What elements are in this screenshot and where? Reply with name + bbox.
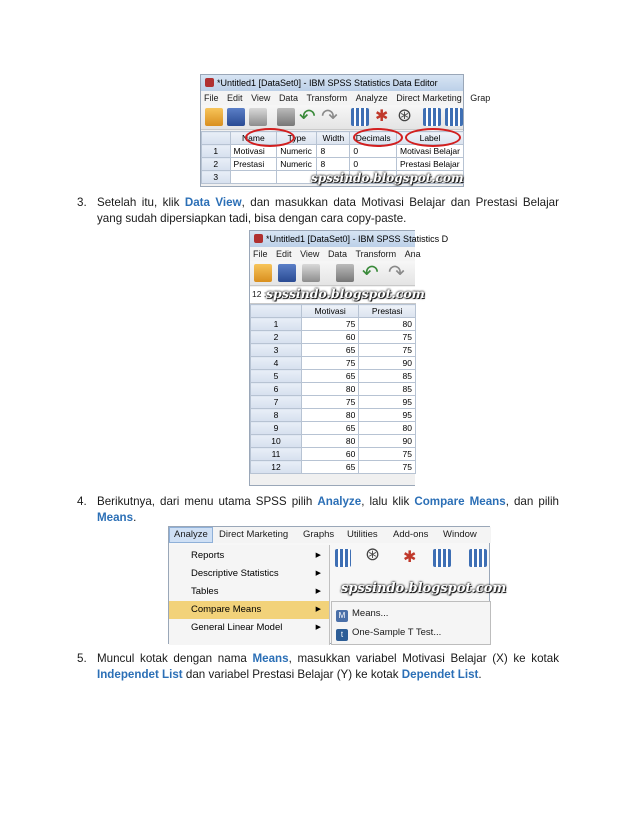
cell-motivasi[interactable]: 80 [302, 409, 359, 422]
cell-motivasi[interactable]: 65 [302, 422, 359, 435]
menu-bar [201, 91, 491, 105]
t-test-icon: t [336, 629, 348, 641]
toolbar [250, 261, 415, 286]
spss-app-icon [254, 234, 263, 243]
table-row [251, 331, 416, 344]
cell-motivasi[interactable]: 65 [302, 344, 359, 357]
col-header-motivasi[interactable]: Motivasi [302, 305, 359, 318]
menu-item-tables[interactable]: Tables ▶ [169, 583, 329, 601]
step-3 [77, 195, 559, 229]
cell-motivasi[interactable]: 80 [302, 435, 359, 448]
window-title-bar [201, 75, 463, 91]
means-highlight: Means [97, 511, 134, 524]
step-5 [77, 651, 559, 685]
menu-item-one-sample-t-test[interactable]: t One-Sample T Test... [336, 624, 441, 642]
menu-item-compare-means[interactable]: Compare Means ▶ [169, 601, 329, 619]
col-header-label[interactable]: Label [397, 132, 464, 145]
row-number[interactable]: 8 [251, 409, 302, 422]
step-number: 5. [77, 652, 87, 665]
analyze-highlight: Analyze [317, 495, 362, 508]
find-icon [365, 547, 383, 565]
cell-reference-bar [250, 286, 425, 304]
menu-view[interactable]: View [251, 93, 271, 103]
data-view-screenshot [249, 230, 449, 486]
cell-motivasi[interactable]: 60 [302, 331, 359, 344]
variable-view-screenshot [200, 74, 491, 187]
row-number[interactable]: 6 [251, 383, 302, 396]
table-row: 2 Prestasi Numeric 8 0 Prestasi Belajar [202, 158, 464, 171]
window-title: *Untitled1 [DataSet0] - IBM SPSS Statistics D [266, 234, 449, 244]
row-number[interactable]: 12 [251, 461, 302, 474]
window-title-bar [250, 231, 449, 247]
table-row [251, 422, 416, 435]
insert-variable-icon[interactable] [373, 108, 391, 126]
col-header-type[interactable]: Type [277, 132, 317, 145]
table-row [251, 318, 416, 331]
print-icon[interactable] [302, 264, 320, 282]
table-row [251, 357, 416, 370]
menu-file[interactable]: File [253, 249, 268, 259]
cell-prestasi[interactable]: 95 [359, 409, 416, 422]
menu-analyze[interactable]: Analyze [355, 93, 388, 103]
table-row [251, 461, 416, 474]
submenu-arrow-icon: ▶ [315, 552, 321, 559]
table-row [251, 409, 416, 422]
toolbar [201, 105, 463, 130]
data-view-highlight: Data View [184, 196, 242, 209]
cell-reference: 12 : [252, 289, 267, 299]
menu-graphs[interactable]: Grap [470, 93, 491, 103]
menu-bar [169, 527, 491, 543]
cell-prestasi[interactable]: 75 [359, 461, 416, 474]
row-number[interactable]: 2 [251, 331, 302, 344]
table-row [251, 435, 416, 448]
compare-means-submenu [331, 601, 491, 645]
dialog-recall-icon[interactable] [277, 108, 295, 126]
col-header-width[interactable]: Width [317, 132, 350, 145]
menu-data[interactable]: Data [327, 249, 347, 259]
table-row [251, 448, 416, 461]
menu-graphs[interactable]: Graphs [303, 529, 335, 540]
annotation-circle-decimals [353, 128, 403, 147]
menu-item-reports[interactable]: Reports ▶ [169, 547, 329, 565]
cell-prestasi[interactable]: 90 [359, 357, 416, 370]
row-number[interactable]: 1 [251, 318, 302, 331]
dependet-list-highlight: Dependet List [401, 668, 479, 681]
cell-prestasi[interactable]: 90 [359, 435, 416, 448]
step-4 [77, 494, 559, 528]
watermark: spssindo.blogspot.com [311, 171, 464, 185]
insert-cases-icon [401, 549, 419, 567]
cell-prestasi[interactable]: 80 [359, 422, 416, 435]
menu-transform[interactable]: Transform [355, 249, 397, 259]
menu-direct-marketing[interactable]: Direct Marketing [396, 93, 462, 103]
menu-utilities[interactable]: Utilities [347, 529, 378, 540]
row-number[interactable]: 9 [251, 422, 302, 435]
submenu-arrow-icon: ▶ [315, 588, 321, 595]
table-row: 3 [202, 171, 464, 184]
table-row [251, 344, 416, 357]
step-number: 4. [77, 495, 87, 508]
cell-motivasi[interactable]: 65 [302, 370, 359, 383]
print-icon[interactable] [249, 108, 267, 126]
submenu-arrow-icon: ▶ [315, 624, 321, 631]
submenu-arrow-icon: ▶ [315, 606, 321, 613]
menu-analyze[interactable]: Ana [404, 249, 421, 259]
col-header-prestasi[interactable]: Prestasi [359, 305, 416, 318]
compare-means-highlight: Compare Means [414, 495, 506, 508]
table-row: 1 Motivasi Numeric 8 0 Motivasi Belajar [202, 145, 464, 158]
weight-cases-icon [469, 549, 487, 567]
step-text: Berikutnya, dari menu utama SPSS pilih Analyze, lalu klik Compare Means, dan pilih Means. [97, 495, 559, 524]
data-table [250, 304, 416, 474]
step-text: Setelah itu, klik Data View, dan masukkan data Motivasi Belajar dan Prestasi Belajar yang sudah dipersiapkan tadi, bisa dengan cara copy-paste. [97, 196, 559, 225]
window-title: *Untitled1 [DataSet0] - IBM SPSS Statistics Data Editor [217, 78, 438, 88]
menu-direct-marketing[interactable]: Direct Marketing [219, 529, 289, 540]
menu-edit[interactable]: Edit [276, 249, 292, 259]
menu-item-means[interactable]: M Means... [336, 605, 388, 623]
dialog-recall-icon[interactable] [336, 264, 354, 282]
save-icon[interactable] [278, 264, 296, 282]
menu-edit[interactable]: Edit [227, 93, 243, 103]
cell-prestasi[interactable]: 75 [359, 448, 416, 461]
cell-motivasi[interactable]: 75 [302, 318, 359, 331]
means-highlight: Means [252, 652, 289, 665]
col-header-name[interactable]: Name [230, 132, 277, 145]
split-file-icon[interactable] [423, 108, 441, 126]
cell-motivasi[interactable]: 60 [302, 448, 359, 461]
cell-motivasi[interactable]: 65 [302, 461, 359, 474]
table-row [251, 370, 416, 383]
save-icon[interactable] [227, 108, 245, 126]
cell-prestasi[interactable]: 80 [359, 318, 416, 331]
split-file-icon [433, 549, 451, 567]
row-number[interactable]: 10 [251, 435, 302, 448]
menu-bar [250, 247, 421, 261]
submenu-arrow-icon: ▶ [315, 570, 321, 577]
table-row [251, 396, 416, 409]
find-icon[interactable] [397, 108, 415, 126]
row-number[interactable]: 11 [251, 448, 302, 461]
undo-icon[interactable] [362, 264, 380, 282]
step-text: Muncul kotak dengan nama Means, masukkan variabel Motivasi Belajar (X) ke kotak Independet List dan variabel Prestasi Belajar (Y) ke kotak Dependet List. [97, 652, 559, 681]
menu-file[interactable]: File [204, 93, 219, 103]
watermark: spssindo.blogspot.com [266, 286, 425, 301]
cell-prestasi[interactable]: 85 [359, 383, 416, 396]
menu-data[interactable]: Data [278, 93, 298, 103]
row-number[interactable]: 5 [251, 370, 302, 383]
cell-prestasi[interactable]: 85 [359, 370, 416, 383]
undo-icon[interactable] [299, 108, 317, 126]
menu-item-descriptive-statistics[interactable]: Descriptive Statistics ▶ [169, 565, 329, 583]
open-folder-icon[interactable] [254, 264, 272, 282]
menu-item-general-linear-model[interactable]: General Linear Model ▶ [169, 619, 329, 637]
cell-motivasi[interactable]: 80 [302, 383, 359, 396]
cell-motivasi[interactable]: 75 [302, 396, 359, 409]
row-number[interactable]: 3 [251, 344, 302, 357]
cell-prestasi[interactable]: 75 [359, 344, 416, 357]
col-header-decimals[interactable]: Decimals [350, 132, 397, 145]
open-folder-icon[interactable] [205, 108, 223, 126]
cell-motivasi[interactable]: 75 [302, 357, 359, 370]
annotation-circle-name [245, 128, 295, 147]
row-number[interactable]: 7 [251, 396, 302, 409]
cell-prestasi[interactable]: 95 [359, 396, 416, 409]
menu-transform[interactable]: Transform [306, 93, 348, 103]
analyze-dropdown [169, 545, 330, 645]
means-icon: M [336, 610, 348, 622]
spss-app-icon [205, 78, 214, 87]
menu-add-ons[interactable]: Add-ons [393, 529, 429, 540]
goto-case-icon[interactable] [351, 108, 369, 126]
table-row [251, 383, 416, 396]
analyze-menu-screenshot [168, 526, 507, 644]
menu-analyze[interactable]: Analyze [169, 527, 213, 543]
data-grid-icon [335, 549, 351, 567]
independet-list-highlight: Independet List [97, 668, 183, 681]
menu-view[interactable]: View [300, 249, 320, 259]
watermark: spssindo.blogspot.com [341, 581, 507, 596]
annotation-circle-label [405, 128, 461, 147]
menu-window[interactable]: Window [443, 529, 477, 540]
redo-icon[interactable] [321, 108, 339, 126]
cell-prestasi[interactable]: 75 [359, 331, 416, 344]
redo-icon[interactable] [388, 264, 406, 282]
step-number: 3. [77, 196, 87, 209]
row-number[interactable]: 4 [251, 357, 302, 370]
data-grid-icon[interactable] [445, 108, 463, 126]
